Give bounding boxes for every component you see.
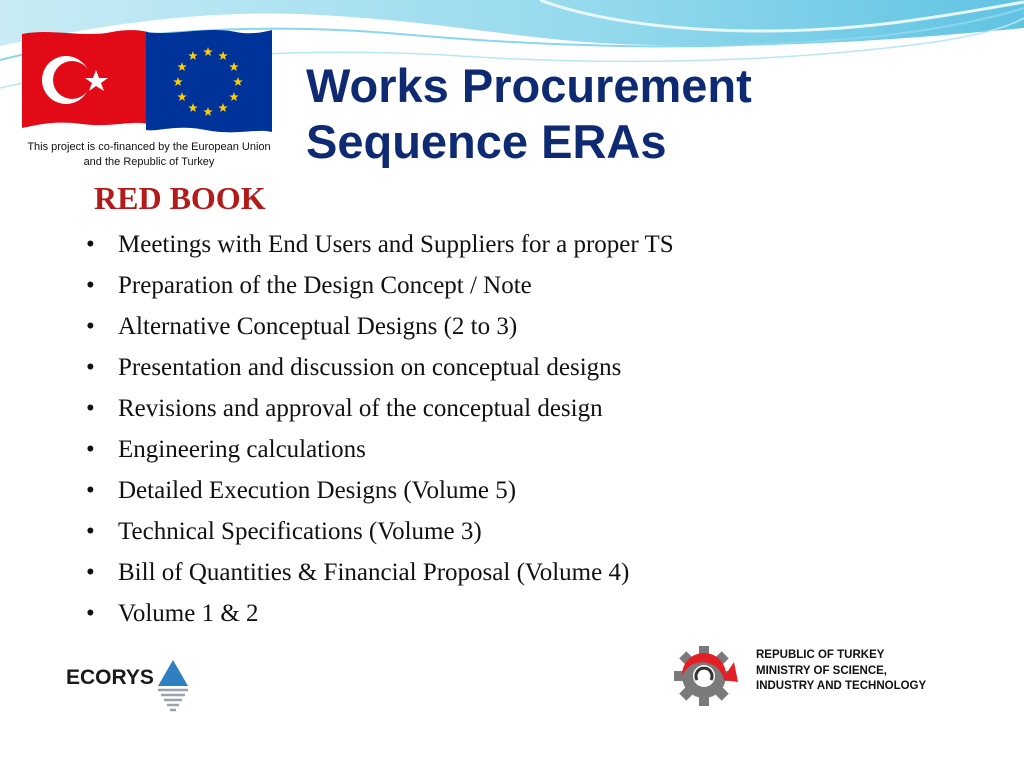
list-item [86,470,674,511]
bullet-icon: • [86,395,95,422]
bullet-icon: • [86,518,95,545]
list-item-text: Detailed Execution Designs (Volume 5) [118,477,517,504]
list-item [86,306,674,347]
eu-flag-icon [146,28,272,136]
list-item-text: Technical Specifications (Volume 3) [118,518,482,545]
turkey-flag-icon [22,28,148,128]
list-item [86,347,674,388]
ministry-gear-logo-icon [668,643,748,709]
ministry-line-3: INDUSTRY AND TECHNOLOGY [756,680,927,692]
list-item [86,265,674,306]
bullet-icon: • [86,272,95,299]
title-line-1: Works Procurement [306,59,752,112]
section-heading: RED BOOK [94,180,266,216]
list-item-text: Volume 1 & 2 [118,600,259,627]
title-line-2: Sequence ERAs [306,115,667,168]
list-item-text: Preparation of the Design Concept / Note [118,272,532,299]
ministry-line-2: MINISTRY OF SCIENCE, [756,664,887,677]
list-item [86,593,674,634]
ecorys-logo-text: ECORYS [66,666,154,689]
ministry-name [756,648,926,695]
list-item-text: Engineering calculations [118,436,366,463]
list-item-text: Bill of Quantities & Financial Proposal (Volume 4) [118,559,630,586]
bullet-icon: • [86,313,95,340]
ecorys-logo-icon [66,656,196,716]
list-item [86,429,674,470]
list-item [86,511,674,552]
bullet-list [86,224,674,634]
bullet-icon: • [86,231,95,258]
bullet-icon: • [86,559,95,586]
bullet-icon: • [86,354,95,381]
bullet-icon: • [86,436,95,463]
list-item-text: Presentation and discussion on conceptual designs [118,354,622,381]
bullet-icon: • [86,477,95,504]
page-title [306,58,752,170]
bullet-icon: • [86,600,95,627]
list-item-text: Meetings with End Users and Suppliers for a proper TS [118,231,674,258]
list-item-text: Revisions and approval of the conceptual design [118,395,603,422]
ministry-line-1: REPUBLIC OF TURKEY [756,649,885,661]
list-item [86,388,674,429]
cofinance-note: This project is co-financed by the European Union and the Republic of Turkey [27,141,271,168]
list-item-text: Alternative Conceptual Designs (2 to 3) [118,313,518,340]
list-item [86,224,674,265]
list-item [86,552,674,593]
